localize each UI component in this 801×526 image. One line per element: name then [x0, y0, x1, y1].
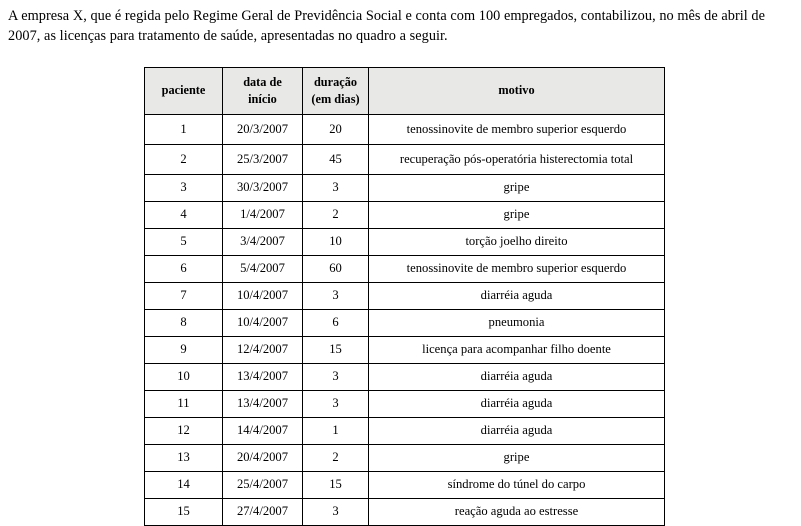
column-header-duracao-line2: (em dias): [311, 91, 360, 106]
column-header-data-inicio: [223, 67, 303, 114]
cell-paciente: 8: [145, 309, 223, 336]
cell-data-inicio: 14/4/2007: [223, 417, 303, 444]
cell-data-inicio: 10/4/2007: [223, 282, 303, 309]
cell-paciente: 3: [145, 174, 223, 201]
cell-duracao: 20: [303, 114, 369, 144]
table-header: [145, 67, 665, 114]
cell-motivo: síndrome do túnel do carpo: [369, 471, 665, 498]
column-header-duracao-line1: duração: [313, 75, 358, 89]
cell-duracao: 3: [303, 174, 369, 201]
cell-motivo: diarréia aguda: [369, 417, 665, 444]
cell-paciente: 1: [145, 114, 223, 144]
intro-paragraph: A empresa X, que é regida pelo Regime Geral de Previdência Social e conta com 100 empregados, contabilizou, no mês de abril de 2007, as licenças para tratamento de saúde, apresentadas no quadro a seguir.: [8, 8, 766, 45]
cell-duracao: 60: [303, 255, 369, 282]
table-row: [145, 363, 665, 390]
cell-duracao: 1: [303, 417, 369, 444]
table-header-row: [145, 67, 665, 114]
cell-paciente: 13: [145, 444, 223, 471]
cell-duracao: 45: [303, 144, 369, 174]
cell-data-inicio: 3/4/2007: [223, 228, 303, 255]
column-header-paciente: paciente: [145, 67, 223, 114]
table-row: [145, 174, 665, 201]
cell-paciente: 7: [145, 282, 223, 309]
cell-motivo: licença para acompanhar filho doente: [369, 336, 665, 363]
cell-motivo: diarréia aguda: [369, 282, 665, 309]
cell-duracao: 3: [303, 390, 369, 417]
cell-motivo: diarréia aguda: [369, 363, 665, 390]
column-header-duracao: [303, 67, 369, 114]
cell-motivo: tenossinovite de membro superior esquerdo: [369, 114, 665, 144]
cell-paciente: 9: [145, 336, 223, 363]
table-container: [8, 67, 793, 526]
cell-duracao: 15: [303, 336, 369, 363]
cell-data-inicio: 20/4/2007: [223, 444, 303, 471]
table-row: [145, 471, 665, 498]
cell-paciente: 10: [145, 363, 223, 390]
table-row: [145, 228, 665, 255]
cell-data-inicio: 10/4/2007: [223, 309, 303, 336]
cell-motivo: diarréia aguda: [369, 390, 665, 417]
cell-data-inicio: 25/3/2007: [223, 144, 303, 174]
cell-data-inicio: 30/3/2007: [223, 174, 303, 201]
cell-paciente: 14: [145, 471, 223, 498]
cell-data-inicio: 1/4/2007: [223, 201, 303, 228]
cell-duracao: 3: [303, 282, 369, 309]
cell-duracao: 3: [303, 363, 369, 390]
table-row: [145, 417, 665, 444]
cell-paciente: 5: [145, 228, 223, 255]
cell-motivo: torção joelho direito: [369, 228, 665, 255]
table-body: [145, 114, 665, 525]
cell-duracao: 10: [303, 228, 369, 255]
cell-duracao: 6: [303, 309, 369, 336]
cell-duracao: 3: [303, 498, 369, 525]
cell-paciente: 4: [145, 201, 223, 228]
licencas-table: [144, 67, 665, 526]
table-row: [145, 336, 665, 363]
cell-data-inicio: 20/3/2007: [223, 114, 303, 144]
cell-duracao: 2: [303, 444, 369, 471]
cell-paciente: 11: [145, 390, 223, 417]
table-row: [145, 255, 665, 282]
table-row: [145, 498, 665, 525]
cell-duracao: 2: [303, 201, 369, 228]
cell-paciente: 12: [145, 417, 223, 444]
column-header-data-inicio-line1: data de: [243, 75, 282, 89]
cell-data-inicio: 25/4/2007: [223, 471, 303, 498]
cell-data-inicio: 5/4/2007: [223, 255, 303, 282]
cell-motivo: gripe: [369, 174, 665, 201]
table-row: [145, 444, 665, 471]
table-row: [145, 309, 665, 336]
cell-motivo: tenossinovite de membro superior esquerdo: [369, 255, 665, 282]
table-row: [145, 114, 665, 144]
cell-motivo: recuperação pós-operatória histerectomia total: [369, 144, 665, 174]
cell-motivo: gripe: [369, 201, 665, 228]
column-header-data-inicio-line2: início: [248, 91, 277, 106]
cell-data-inicio: 13/4/2007: [223, 390, 303, 417]
cell-paciente: 2: [145, 144, 223, 174]
column-header-motivo: motivo: [369, 67, 665, 114]
table-row: [145, 144, 665, 174]
cell-data-inicio: 13/4/2007: [223, 363, 303, 390]
cell-motivo: gripe: [369, 444, 665, 471]
table-row: [145, 282, 665, 309]
cell-motivo: pneumonia: [369, 309, 665, 336]
cell-paciente: 15: [145, 498, 223, 525]
cell-data-inicio: 27/4/2007: [223, 498, 303, 525]
table-row: [145, 201, 665, 228]
table-row: [145, 390, 665, 417]
cell-duracao: 15: [303, 471, 369, 498]
cell-data-inicio: 12/4/2007: [223, 336, 303, 363]
cell-motivo: reação aguda ao estresse: [369, 498, 665, 525]
cell-paciente: 6: [145, 255, 223, 282]
